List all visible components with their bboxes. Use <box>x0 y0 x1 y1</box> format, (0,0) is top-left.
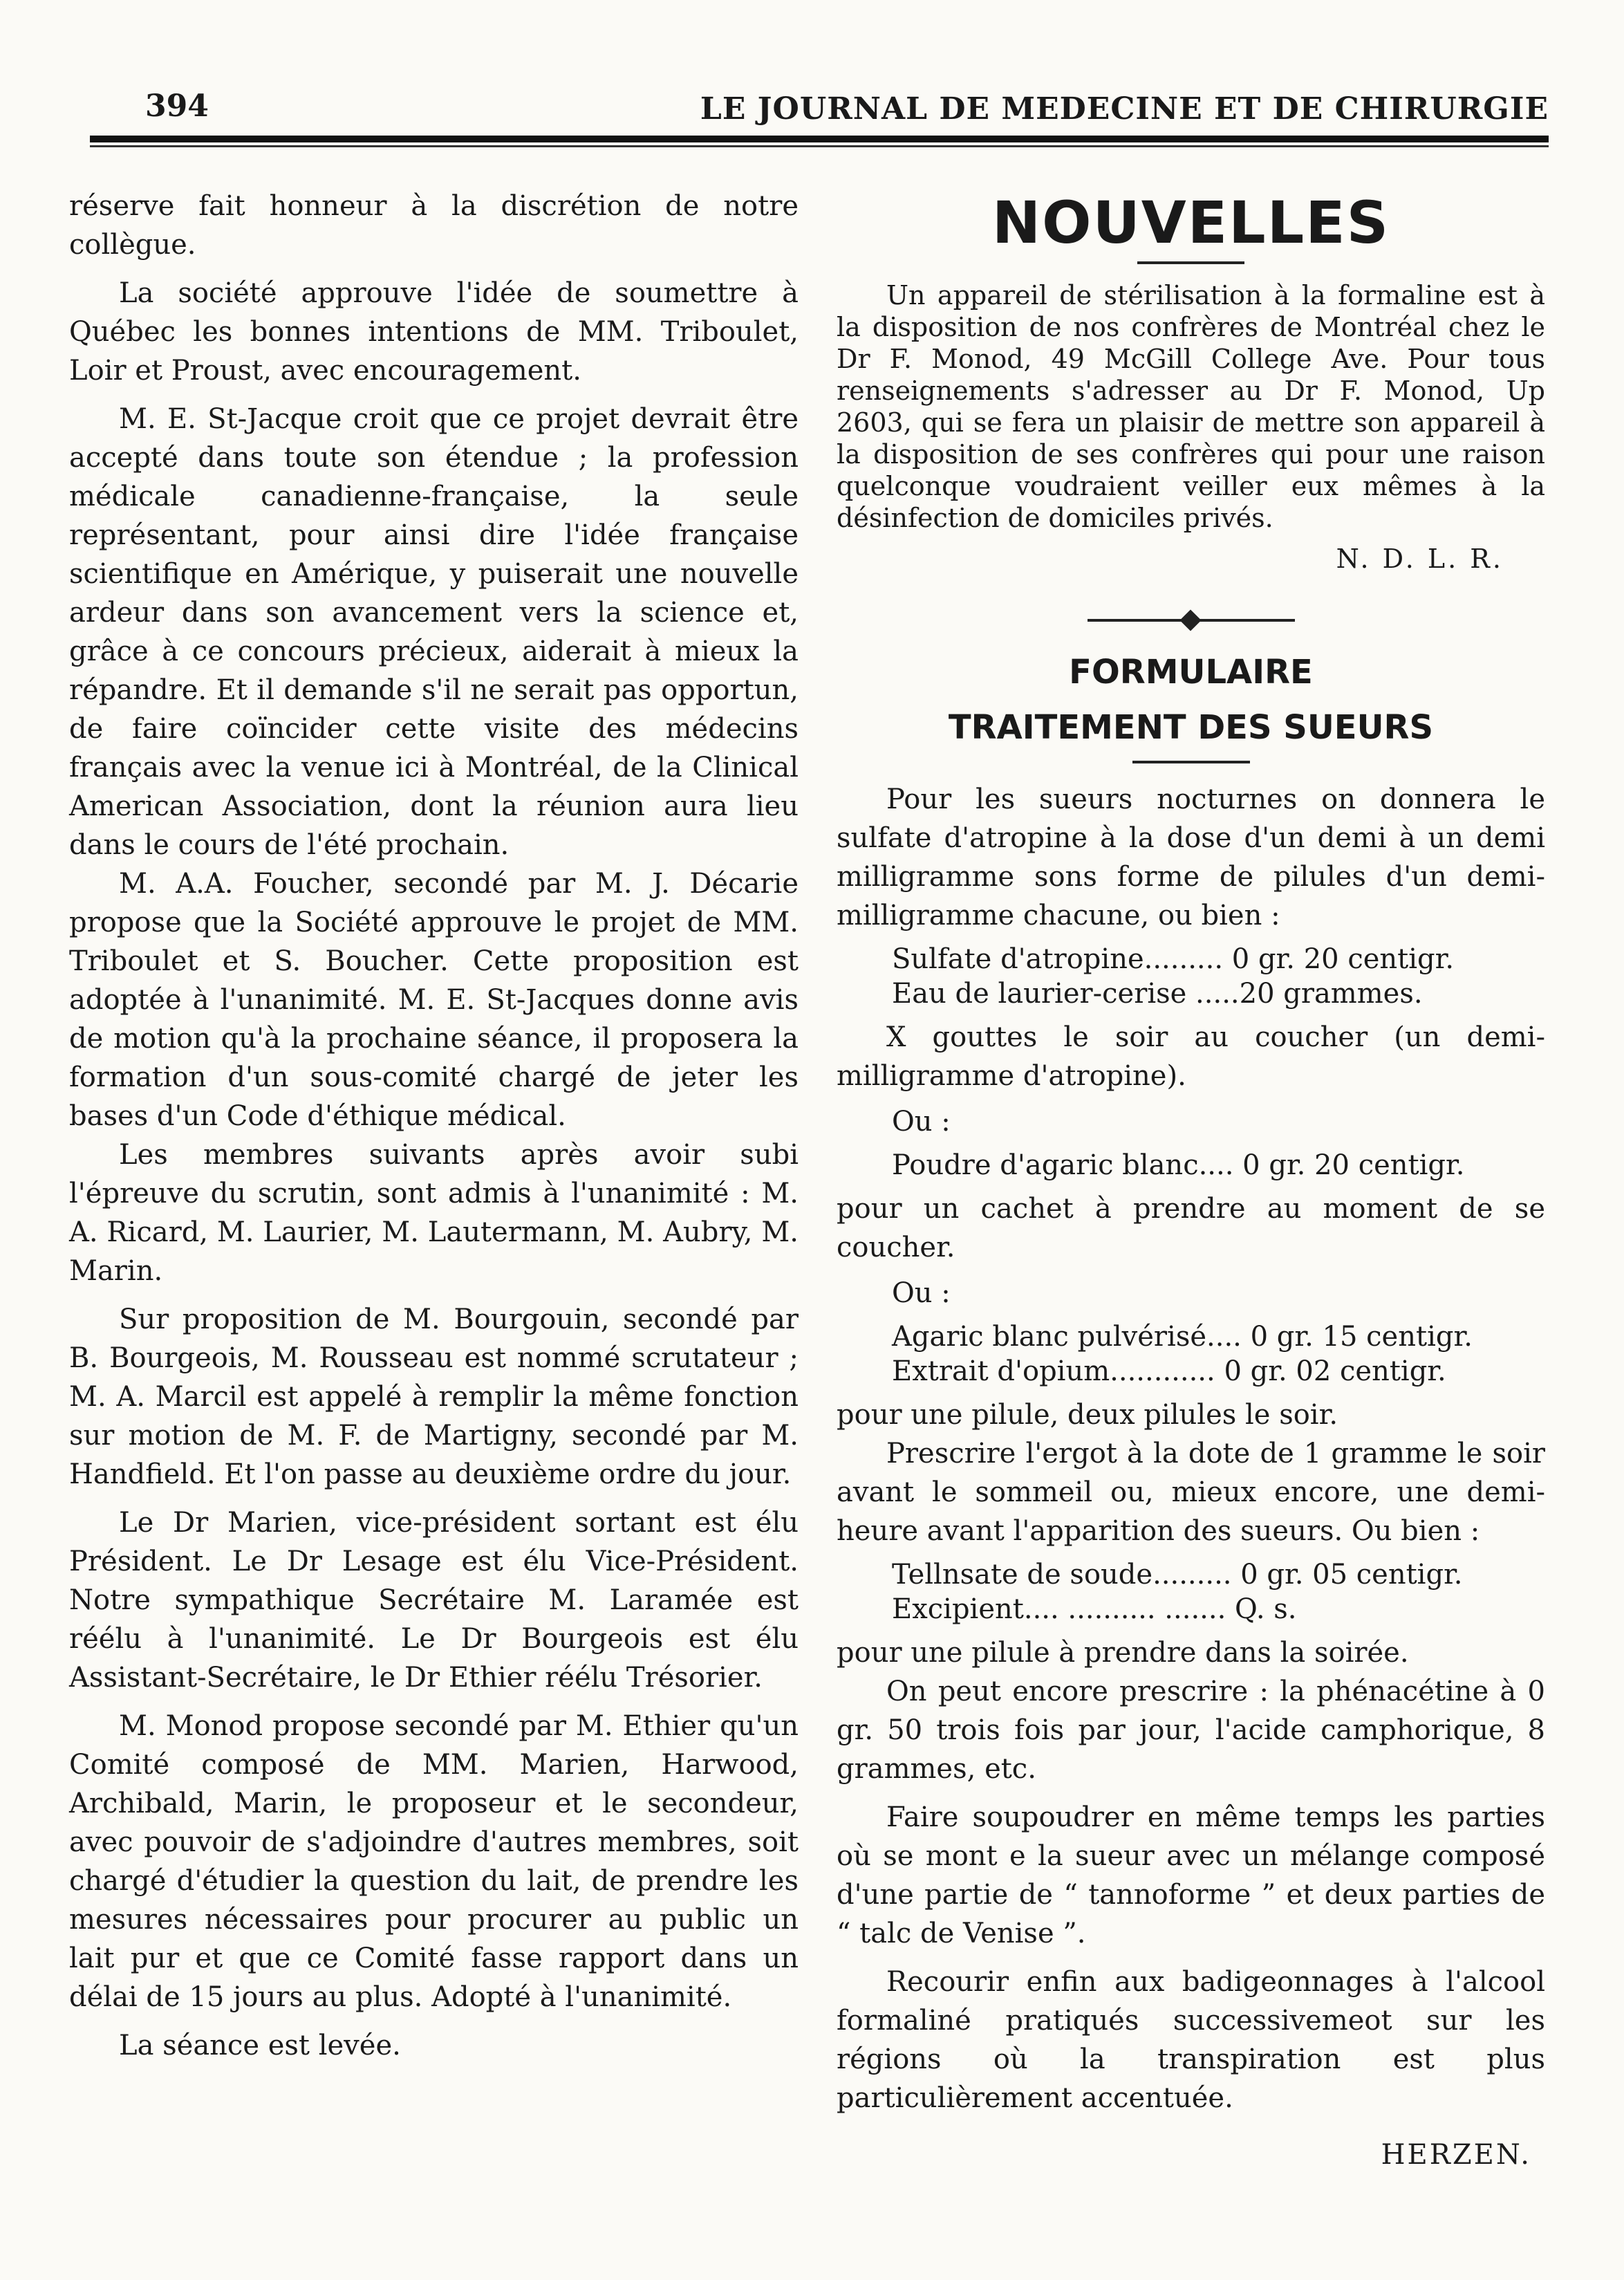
nouvelles-text: Un appareil de stérilisation à la formaline est à la disposition de nos confrères de Montréal chez le Dr F. Monod, 49 McGill College Ave. Pour tous renseignements s'adresser au Dr F. Monod, Up 2603, qui se fera un plaisir de mettre son appareil à la disposition de ses confrères qui pour une raison quelconque voudraient veiller eux mêmes à la désinfection de domiciles privés. <box>837 280 1545 533</box>
formula-block <box>892 1319 1545 1389</box>
title-rule <box>1137 261 1244 264</box>
formula-line: Extrait d'opium............ 0 gr. 02 centigr. <box>892 1355 1446 1387</box>
paragraph: Les membres suivants après avoir subi l'épreuve du scrutin, sont admis à l'unanimité : M. A. Ricard, M. Laurier, M. Lautermann, M. Aubry, M. Marin. <box>69 1139 799 1287</box>
article-author: HERZEN. <box>1381 2139 1531 2171</box>
formula-line: Poudre d'agaric blanc.... 0 gr. 20 centigr. <box>892 1149 1465 1181</box>
formulaire-intro: Pour les sueurs nocturnes on donnera le sulfate d'atropine à la dose d'un demi à un demi milligramme sons forme de pilules d'un demi-milligramme chacune, ou bien : <box>837 784 1545 932</box>
formula-instruction: pour une pilule, deux pilules le soir. <box>837 1399 1338 1431</box>
running-head: LE JOURNAL DE MEDECINE ET DE CHIRURGIE <box>700 91 1549 127</box>
formula-block <box>892 942 1545 1011</box>
paragraph: Recourir enfin aux badigeonnages à l'alcool formaliné pratiqués successivemeot sur les régions où la transpiration est plus particulièrement accentuée. <box>837 1966 1545 2114</box>
formulaire-subtitle: TRAITEMENT DES SUEURS <box>948 708 1434 747</box>
page-number: 394 <box>145 89 209 124</box>
paragraph: M. A.A. Foucher, secondé par M. J. Décarie propose que la Société approuve le projet de MM. Triboulet et S. Boucher. Cette proposition est adoptée à l'unanimité. M. E. St-Jacques donne avis de motion qu'à la prochaine séance, il proposera la formation d'un sous-comité chargé de jeter les bases d'un Code d'éthique médical. <box>69 868 799 1132</box>
formula-block <box>892 1148 1545 1183</box>
paragraph: Faire soupoudrer en même temps les parties où se mont e la sueur avec un mélange composé d'une partie de “ tannoforme ” et deux parties de “ talc de Venise ”. <box>837 1801 1545 1949</box>
ou-label: Ou : <box>892 1106 951 1138</box>
diamond-ornament-icon <box>1179 609 1201 631</box>
paragraph: M. Monod propose secondé par M. Ethier qu'un Comité composé de MM. Marien, Harwood, Archibald, Marin, le proposeur et le secondeur, avec pouvoir de s'adjoindre d'autres membres, soit chargé d'étudier la question du lait, de prendre les mesures nécessaires pour procurer au public un lait pur et que ce Comité fasse rapport dans un délai de 15 jours au plus. Adopté à l'unanimité. <box>69 1710 799 2013</box>
paragraph: Le Dr Marien, vice-président sortant est élu Président. Le Dr Lesage est élu Vice-Président. Notre sympathique Secrétaire M. Laramée est réélu à l'unanimité. Le Dr Bourgeois est élu Assistant-Secrétaire, le Dr Ethier réélu Trésorier. <box>69 1507 799 1694</box>
subtitle-rule <box>1132 761 1250 763</box>
formula-line: Eau de laurier-cerise .....20 grammes. <box>892 978 1423 1010</box>
formula-line: Excipient.... .......... ....... Q. s. <box>892 1593 1297 1625</box>
formula-block <box>892 1557 1545 1626</box>
formula-line: Agaric blanc pulvérisé.... 0 gr. 15 centigr. <box>892 1321 1473 1353</box>
section-ornament <box>1088 610 1295 631</box>
paragraph: Prescrire l'ergot à la dote de 1 gramme le soir avant le sommeil ou, mieux encore, une demi-heure avant l'apparition des sueurs. Ou bien : <box>837 1438 1545 1547</box>
header-rule <box>90 136 1549 142</box>
paragraph: On peut encore prescrire : la phénacétine à 0 gr. 50 trois fois par jour, l'acide camphorique, 8 grammes, etc. <box>837 1676 1545 1785</box>
paragraph: réserve fait honneur à la discrétion de notre collègue. <box>69 190 799 261</box>
formulaire-title: FORMULAIRE <box>1069 653 1313 692</box>
editor-signature: N. D. L. R. <box>1336 544 1504 574</box>
left-column <box>69 187 799 2065</box>
header-rule-thin <box>90 145 1549 147</box>
page-header <box>90 82 1549 137</box>
formula-instruction: pour une pilule à prendre dans la soirée. <box>837 1637 1409 1669</box>
paragraph: La société approuve l'idée de soumettre à Québec les bonnes intentions de MM. Triboulet, Loir et Proust, avec encouragement. <box>69 277 799 387</box>
formula-instruction: X gouttes le soir au coucher (un demi-milligramme d'atropine). <box>837 1021 1545 1092</box>
formula-line: Tellnsate de soude......... 0 gr. 05 centigr. <box>892 1559 1463 1591</box>
paragraph: La séance est levée. <box>119 2030 401 2061</box>
ou-label: Ou : <box>892 1277 951 1309</box>
paragraph: Sur proposition de M. Bourgouin, secondé par B. Bourgeois, M. Rousseau est nommé scrutateur ; M. A. Marcil est appelé à remplir la même fonction sur motion de M. F. de Martigny, secondé par M. Handfield. Et l'on passe au deuxième ordre du jour. <box>69 1304 799 1490</box>
nouvelles-title: NOUVELLES <box>991 189 1390 257</box>
paragraph: M. E. St-Jacque croit que ce projet devrait être accepté dans toute son étendue ; la profession médicale canadienne-française, la seule représentant, pour ainsi dire l'idée française scientifique en Amérique, y puiserait une nouvelle ardeur dans son avancement vers la science et, grâce à ce concours précieux, aiderait à mieux la répandre. Et il demande s'il ne serait pas opportun, de faire coïncider cette visite des médecins français avec la venue ici à Montréal, de la Clinical American Association, dont la réunion aura lieu dans le cours de l'été prochain. <box>69 403 799 861</box>
formula-instruction: pour un cachet à prendre au moment de se coucher. <box>837 1193 1545 1263</box>
formula-line: Sulfate d'atropine......... 0 gr. 20 centigr. <box>892 943 1455 975</box>
right-column <box>837 187 1545 2174</box>
